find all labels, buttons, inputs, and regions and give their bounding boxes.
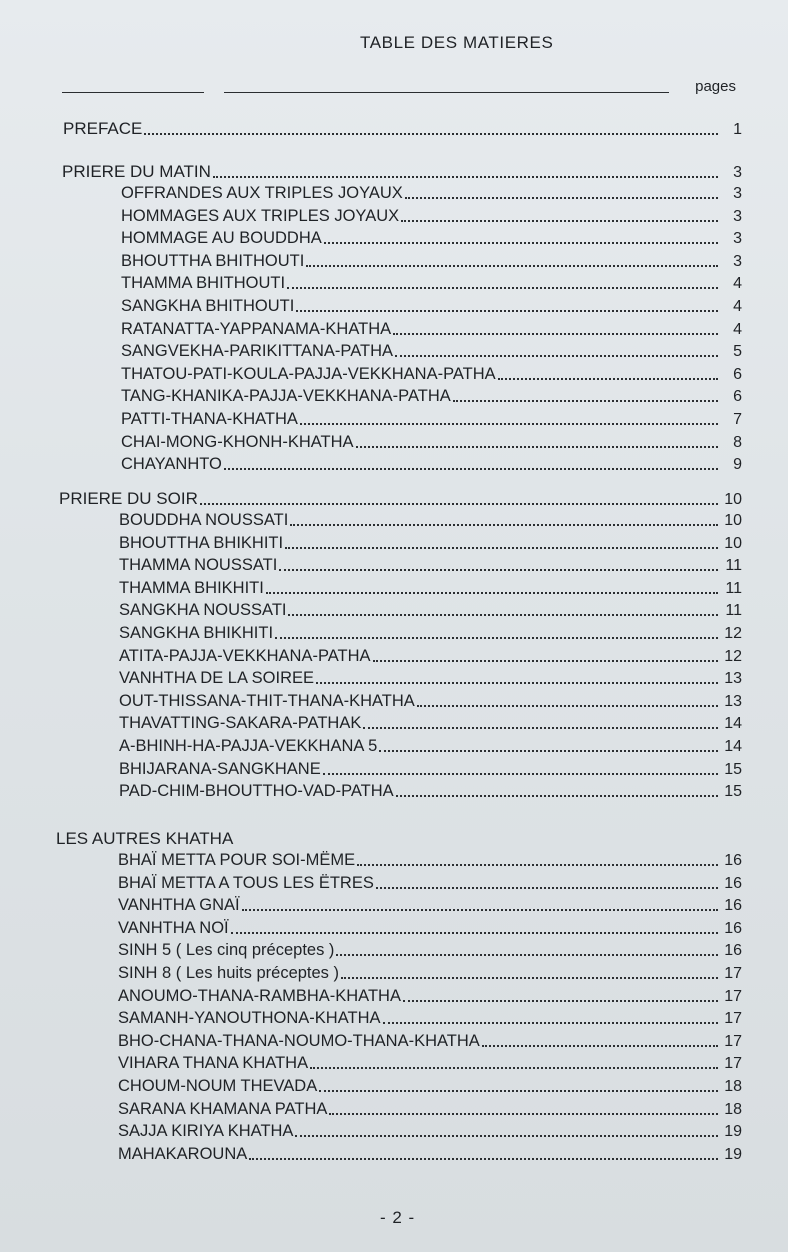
entry-page-number: 3 xyxy=(733,230,742,248)
header-rule-right xyxy=(224,92,669,93)
entry-label: HOMMAGES AUX TRIPLES JOYAUX xyxy=(121,206,400,225)
toc-entry xyxy=(118,872,742,894)
dot-leader xyxy=(324,227,718,244)
toc-entry xyxy=(121,453,742,475)
entry-page-number: 5 xyxy=(733,343,742,361)
toc-entry xyxy=(119,690,742,712)
entry-label: VANHTHA GNAÏ xyxy=(118,896,240,915)
entry-label: SARANA KHAMANA PATHA xyxy=(118,1099,328,1118)
entry-page-number: 6 xyxy=(733,365,742,383)
dot-leader xyxy=(310,1052,718,1069)
dot-leader xyxy=(242,894,718,911)
entry-page-number: 15 xyxy=(724,760,742,778)
entry-page-number: 11 xyxy=(725,602,742,620)
dot-leader xyxy=(224,453,718,470)
entry-label: SANGKHA BHITHOUTI xyxy=(121,297,295,315)
entry-page-number: 15 xyxy=(724,783,742,801)
entry-page-number: 18 xyxy=(724,1100,742,1118)
entry-label: THAVATTING-SAKARA-PATHAK xyxy=(119,714,362,733)
dot-leader xyxy=(373,645,718,662)
entry-label: PREFACE xyxy=(63,119,143,138)
entry-label: THAMMA BHITHOUTI xyxy=(121,274,286,293)
entry-label: A-BHINH-HA-PAJJA-VEKKHANA 5 xyxy=(119,737,378,755)
toc-section-1 xyxy=(62,161,742,183)
entry-label: VIHARA THANA KHATHA xyxy=(118,1054,309,1073)
dot-leader xyxy=(401,205,718,222)
toc-entry xyxy=(121,250,742,272)
pages-label: pages xyxy=(695,78,736,95)
entry-label: VANHTHA DE LA SOIREE xyxy=(119,669,315,688)
dot-leader xyxy=(144,118,718,135)
dot-leader xyxy=(395,340,718,357)
entry-page-number: 13 xyxy=(724,670,742,688)
dot-leader xyxy=(319,1075,718,1092)
toc-entry xyxy=(119,532,742,554)
dot-leader xyxy=(231,917,718,934)
entry-page-number: 12 xyxy=(724,625,742,642)
toc-entry xyxy=(118,939,742,961)
entry-label: RATANATTA-YAPPANAMA-KHATHA xyxy=(121,319,392,338)
entry-label: SAJJA KIRIYA KHATHA xyxy=(118,1122,294,1141)
entry-page-number: 3 xyxy=(733,207,742,225)
toc-entry xyxy=(121,431,742,453)
toc-entry xyxy=(121,340,742,362)
toc-entry xyxy=(121,227,742,249)
entry-label: BHOUTTHA BHITHOUTI xyxy=(121,251,305,270)
toc-entry-preface xyxy=(63,118,742,140)
dot-leader xyxy=(482,1030,718,1047)
page-number: - 2 - xyxy=(380,1208,416,1227)
dot-leader xyxy=(279,554,718,571)
dot-leader xyxy=(285,532,718,549)
toc-entry xyxy=(118,962,742,984)
toc-entry xyxy=(118,1030,742,1052)
entry-label: BHOUTTHA BHIKHITI xyxy=(119,533,284,552)
entry-page-number: 4 xyxy=(733,320,742,338)
entry-label: BHAÏ METTA POUR SOI-MËME xyxy=(118,851,356,869)
dot-leader xyxy=(396,780,718,797)
entry-page-number: 12 xyxy=(724,647,742,665)
entry-label: LES AUTRES KHATHA xyxy=(56,829,234,848)
entry-page-number: 4 xyxy=(733,298,742,315)
toc-entry xyxy=(119,509,742,531)
entry-label: SAMANH-YANOUTHONA-KHATHA xyxy=(118,1009,381,1028)
toc-entry xyxy=(118,1143,742,1165)
toc-entry xyxy=(121,363,742,385)
entry-label: BOUDDHA NOUSSATI xyxy=(119,511,289,529)
header-rule-left xyxy=(62,92,204,93)
dot-leader xyxy=(287,272,718,289)
dot-leader xyxy=(357,849,718,866)
dot-leader xyxy=(498,363,718,380)
entry-page-number: 14 xyxy=(724,738,742,755)
entry-label: BHO-CHANA-THANA-NOUMO-THANA-KHATHA xyxy=(118,1031,480,1050)
entry-label: CHOUM-NOUM THEVADA xyxy=(118,1077,318,1095)
toc-entry xyxy=(118,1007,742,1029)
dot-leader xyxy=(316,667,718,684)
dot-leader xyxy=(336,939,718,956)
dot-leader xyxy=(363,712,718,729)
entry-label: SANGKHA BHIKHITI xyxy=(119,624,274,642)
toc-entry xyxy=(118,1052,742,1074)
entry-page-number: 17 xyxy=(724,987,742,1005)
entry-label: THATOU-PATI-KOULA-PAJJA-VEKKHANA-PATHA xyxy=(121,364,496,383)
toc-entry xyxy=(119,735,742,757)
page-title: TABLE DES MATIERES xyxy=(360,33,554,52)
dot-leader xyxy=(300,408,718,425)
dot-leader xyxy=(379,735,718,752)
toc-entry xyxy=(119,622,742,644)
entry-page-number: 10 xyxy=(724,512,742,529)
entry-label: ANOUMO-THANA-RAMBHA-KHATHA xyxy=(118,986,401,1005)
dot-leader xyxy=(295,1120,718,1137)
entry-label: PAD-CHIM-BHOUTTHO-VAD-PATHA xyxy=(119,782,394,801)
dot-leader xyxy=(356,431,718,448)
dot-leader xyxy=(453,385,718,402)
entry-label: HOMMAGE AU BOUDDHA xyxy=(121,229,322,248)
entry-page-number: 16 xyxy=(724,942,742,960)
dot-leader xyxy=(296,295,718,312)
entry-page-number: 7 xyxy=(733,411,742,428)
dot-leader xyxy=(200,488,718,505)
entry-page-number: 19 xyxy=(724,1145,742,1163)
toc-entry xyxy=(119,712,742,734)
entry-label: PRIERE DU MATIN xyxy=(62,162,211,181)
toc-entry xyxy=(119,667,742,689)
dot-leader xyxy=(341,962,718,979)
dot-leader xyxy=(376,872,718,889)
toc-entry xyxy=(121,408,742,430)
entry-label: CHAYANHTO xyxy=(121,455,222,474)
entry-page-number: 3 xyxy=(733,185,742,202)
toc-header xyxy=(62,78,742,98)
dot-leader xyxy=(290,509,718,526)
entry-page-number: 3 xyxy=(733,252,742,270)
dot-leader xyxy=(405,182,718,199)
entry-page-number: 1 xyxy=(733,121,742,138)
toc-entry xyxy=(121,295,742,317)
entry-page-number: 11 xyxy=(725,557,742,575)
dot-leader xyxy=(213,161,718,178)
dot-leader xyxy=(275,622,718,639)
dot-leader xyxy=(383,1007,719,1024)
entry-page-number: 17 xyxy=(724,1010,742,1028)
entry-label: PRIERE DU SOIR xyxy=(59,489,198,508)
entry-page-number: 9 xyxy=(733,456,742,474)
entry-page-number: 4 xyxy=(733,275,742,293)
toc-entry xyxy=(119,645,742,667)
entry-page-number: 10 xyxy=(724,534,742,552)
entry-page-number: 19 xyxy=(724,1123,742,1141)
toc-entry xyxy=(121,385,742,407)
entry-page-number: 10 xyxy=(724,491,742,508)
entry-label: SINH 8 ( Les huits préceptes ) xyxy=(118,964,340,982)
entry-label: MAHAKAROUNA xyxy=(118,1144,248,1163)
entry-page-number: 8 xyxy=(733,433,742,451)
dot-leader xyxy=(403,985,718,1002)
dot-leader xyxy=(306,250,718,267)
toc-entry xyxy=(118,1120,742,1142)
dot-leader xyxy=(393,318,718,335)
entry-label: CHAI-MONG-KHONH-KHATHA xyxy=(121,432,354,451)
toc-entry xyxy=(119,554,742,576)
entry-label: THAMMA NOUSSATI xyxy=(119,556,278,575)
dot-leader xyxy=(249,1143,718,1160)
entry-page-number: 16 xyxy=(724,852,742,869)
entry-label: SANGKHA NOUSSATI xyxy=(119,601,287,620)
entry-page-number: 11 xyxy=(725,579,742,597)
dot-leader xyxy=(266,577,718,594)
toc-entry xyxy=(121,272,742,294)
entry-page-number: 13 xyxy=(724,692,742,710)
entry-page-number: 3 xyxy=(733,164,742,181)
toc-entry xyxy=(118,917,742,939)
entry-page-number: 14 xyxy=(724,715,742,733)
entry-label: TANG-KHANIKA-PAJJA-VEKKHANA-PATHA xyxy=(121,387,451,406)
toc-entry xyxy=(121,182,742,204)
entry-label: ATITA-PAJJA-VEKKHANA-PATHA xyxy=(119,646,371,665)
toc-entry xyxy=(119,577,742,599)
toc-entry xyxy=(118,1075,742,1097)
entry-label: VANHTHA NOÏ xyxy=(118,918,229,937)
toc-entry xyxy=(121,318,742,340)
entry-label: BHAÏ METTA A TOUS LES ËTRES xyxy=(118,873,374,892)
toc-entry xyxy=(119,758,742,780)
entry-page-number: 16 xyxy=(724,897,742,915)
entry-label: BHIJARANA-SANGKHANE xyxy=(119,759,321,778)
entry-page-number: 16 xyxy=(724,874,742,892)
entry-page-number: 6 xyxy=(733,388,742,406)
toc-entry xyxy=(118,1098,742,1120)
entry-label: SANGVEKHA-PARIKITTANA-PATHA xyxy=(121,342,393,361)
dot-leader xyxy=(323,758,718,775)
entry-page-number: 17 xyxy=(724,965,742,982)
entry-label: OUT-THISSANA-THIT-THANA-KHATHA xyxy=(119,691,415,710)
toc-entry xyxy=(121,205,742,227)
entry-label: PATTI-THANA-KHATHA xyxy=(121,410,298,428)
entry-label: SINH 5 ( Les cinq préceptes ) xyxy=(118,941,335,960)
toc-entry xyxy=(118,894,742,916)
entry-page-number: 17 xyxy=(724,1032,742,1050)
toc-entry xyxy=(118,849,742,871)
dot-leader xyxy=(288,599,718,616)
entry-page-number: 18 xyxy=(724,1078,742,1095)
entry-label: OFFRANDES AUX TRIPLES JOYAUX xyxy=(121,184,403,202)
toc-section-3 xyxy=(56,828,742,850)
entry-page-number: 17 xyxy=(724,1055,742,1073)
dot-leader xyxy=(417,690,718,707)
dot-leader xyxy=(329,1098,718,1115)
entry-page-number: 16 xyxy=(724,919,742,937)
toc-entry xyxy=(119,780,742,802)
entry-label: THAMMA BHIKHITI xyxy=(119,578,264,597)
toc-entry xyxy=(118,985,742,1007)
toc-section-2 xyxy=(59,488,742,510)
toc-entry xyxy=(119,599,742,621)
